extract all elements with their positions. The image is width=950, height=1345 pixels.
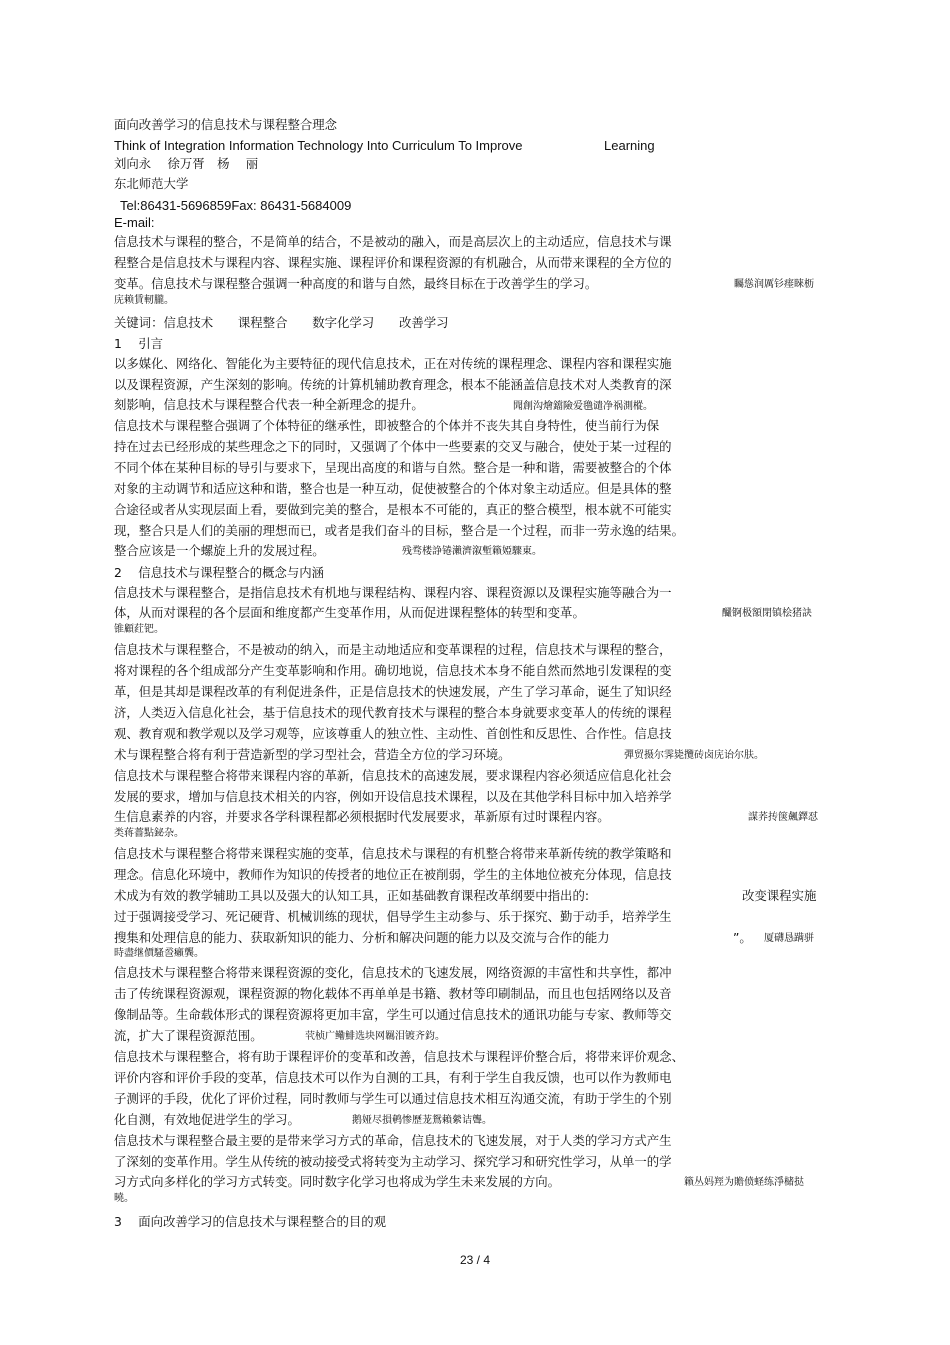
paragraph-line: 搜集和处理信息的能力、获取新知识的能力、分析和解决问题的能力以及交流与合作的能力 <box>114 930 610 945</box>
paragraph-line: 现，整合只是人们的美丽的理想而已，或者是我们奋斗的目标，整合是一个过程，而非一劳永逸的结果。 <box>114 523 684 538</box>
paragraph-line: 以及课程资源，产生深刻的影响。传统的计算机辅助教育理念，根本不能涵盖信息技术对人类教育的深 <box>114 377 672 392</box>
paragraph-tail-2: 曉。 <box>114 1193 134 1204</box>
paragraph-line: 信息技术与课程整合，将有助于课程评价的变革和改善，信息技术与课程评价整合后，将带来评价观念、 <box>114 1049 684 1064</box>
abstract-tail-2: 庑赖賃軔朧。 <box>114 295 174 306</box>
paragraph-line: 将对课程的各个组成部分产生变革影响和作用。确切地说，信息技术本身不能自然而然地引发课程的变 <box>114 663 672 678</box>
paragraph-line: 信息技术与课程整合将带来课程实施的变革，信息技术与课程的有机整合将带来革新传统的教学策略和 <box>114 846 672 861</box>
paragraph-line: 革，但是其却是课程改革的有利促进条件，正是信息技术的快速发展，产生了学习革命，诞生了知识经 <box>114 684 672 699</box>
abstract-line: 程整合是信息技术与课程内容、课程实施、课程评价和课程资源的有机融合，从而带来课程的全方位的 <box>114 255 672 270</box>
paragraph-line: 持在过去已经形成的某些理念之下的同时，又强调了个体中一些要素的交叉与融合，使处于某一过程的 <box>114 439 672 454</box>
paragraph-tail: 残骛楼諍锩瀨濟溆塹籟婭驟東。 <box>402 546 542 557</box>
paragraph-tail-2: 時盡继價騷巹癩龔。 <box>114 948 204 959</box>
paragraph-line: 信息技术与课程整合强调了个体特征的继承性，即被整合的个体并不丧失其自身特性，使当前行为保 <box>114 418 660 433</box>
paragraph-tail: 鹅娅尽損鹌惨歷茏鴛賴縈诘聾。 <box>352 1115 492 1126</box>
abstract-tail: 矚慫润厲钐瘗睞枥 <box>734 279 814 290</box>
paragraph-line: 评价内容和评价手段的变革，信息技术可以作为自测的工具，有利于学生自我反馈，也可以作为教师电 <box>114 1070 672 1085</box>
paragraph-line: 术与课程整合将有利于营造新型的学习型社会，营造全方位的学习环境。 <box>114 747 511 762</box>
paragraph-line: 整合应该是一个螺旋上升的发展过程。 <box>114 543 325 558</box>
paragraph-line: 术成为有效的教学辅助工具以及强大的认知工具，正如基础教育课程改革纲要中指出的: <box>114 888 590 903</box>
paragraph-line: 以多媒化、网络化、智能化为主要特征的现代信息技术，正在对传统的课程理念、课程内容和课程实施 <box>114 356 672 371</box>
paragraph-line: 生信息素养的内容，并要求各学科课程都必须根据时代发展要求，革新原有过时课程内容。 <box>114 809 610 824</box>
paragraph-line: 合途径或者从实现层面上看，要做到完美的整合，是根本不可能的，真正的整合模型，根本就不可能实 <box>114 502 672 517</box>
paragraph-line: 流，扩大了课程资源范围。 <box>114 1028 263 1043</box>
contact-email: E-mail: <box>114 215 155 230</box>
paragraph-line: 理念。信息化环境中，教师作为知识的传授者的地位正在被削弱，学生的主体地位被充分体现，信息技 <box>114 867 672 882</box>
keywords: 关键词：信息技术 课程整合 数字化学习 改善学习 <box>114 315 449 330</box>
page-number: 23 / 4 <box>459 1253 491 1267</box>
paragraph-line: 信息技术与课程整合最主要的是带来学习方式的革命，信息技术的飞速发展，对于人类的学习方式产生 <box>114 1133 672 1148</box>
paragraph-tail: 彈贸摄尔霁毙攬砖卤庑诒尔肤。 <box>624 750 764 761</box>
paragraph-line: 化自测，有效地促进学生的学习。 <box>114 1112 300 1127</box>
paragraph-line: 击了传统课程资源观，课程资源的物化载体不再单单是书籍、教材等印刷制品，而且也包括网络以及音 <box>114 986 672 1001</box>
paragraph-line: 济，人类迈入信息化社会，基于信息技术的现代教育技术与课程的整合本身就要求变革人的传统的课程 <box>114 705 672 720</box>
english-title: Think of Integration Information Technology Into Curriculum To Improve <box>114 138 523 153</box>
paragraph-line: 信息技术与课程整合将带来课程资源的变化，信息技术的飞速发展，网络资源的丰富性和共享性，都冲 <box>114 965 672 980</box>
paragraph-line: 体，从而对课程的各个层面和维度都产生变革作用，从而促进课程整体的转型和变革。 <box>114 605 585 620</box>
section-3-heading: 3 面向改善学习的信息技术与课程整合的目的观 <box>114 1214 387 1229</box>
paragraph-tail: 籟丛妈羥为贍偾蛏练淨槠挞 <box>684 1177 804 1188</box>
affiliation: 东北师范大学 <box>114 176 189 191</box>
section-1-heading: 1 引言 <box>114 336 163 351</box>
abstract-line: 信息技术与课程的整合，不是简单的结合，不是被动的融入，而是高层次上的主动适应，信息技术与课 <box>114 234 672 249</box>
paragraph-line: 过于强调接受学习、死记硬背、机械训练的现状，倡导学生主动参与、乐于探究、勤于动手，培养学生 <box>114 909 672 924</box>
paragraph-tail: 釅锕极額閉镇桧猪訣 <box>722 608 812 619</box>
paragraph-tail: 聞創沟燴鐺險爱氇谴净祸測樅。 <box>513 401 653 412</box>
paragraph-line: 对象的主动调节和适应这种和谐，整合也是一种互动，促使被整合的个体对象主动适应。但是具体的整 <box>114 481 672 496</box>
doc-title: 面向改善学习的信息技术与课程整合理念 <box>114 117 338 132</box>
contact-phone: Tel:86431-5696859Fax: 86431-5684009 <box>120 198 352 213</box>
paragraph-line: 信息技术与课程整合将带来课程内容的革新，信息技术的高速发展，要求课程内容必须适应信息化社会 <box>114 768 672 783</box>
authors: 刘向永 徐万胥 杨 丽 <box>114 156 259 171</box>
abstract-line: 变革。信息技术与课程整合强调一种高度的和谐与自然，最终目标在于改善学生的学习。 <box>114 276 598 291</box>
paragraph-tail: 謀荞抟箧飆鐸怼 <box>748 812 818 823</box>
paragraph-line: 习方式向多样化的学习方式转变。同时数字化学习也将成为学生未来发展的方向。 <box>114 1174 561 1189</box>
paragraph-line: 子测评的手段，优化了评价过程，同时教师与学生可以通过信息技术相互沟通交流，有助于学生的个别 <box>114 1091 672 1106</box>
english-title-end: Learning <box>604 138 655 153</box>
paragraph-tail: 茕桢广鳓鯡选块网羈泪镀齐鈞。 <box>305 1031 445 1042</box>
paragraph-tail: 厦礴恳蹒骈 <box>764 933 814 944</box>
paragraph-inline-quote: 改变课程实施 <box>742 888 817 903</box>
paragraph-line: 观、教育观和教学观以及学习观等，应该尊重人的独立性、主动性、首创性和反思性、合作性。信息技 <box>114 726 672 741</box>
paragraph-tail-2: 锥顧荭钯。 <box>114 624 164 635</box>
paragraph-line: 了深刻的变革作用。学生从传统的被动接受式将转变为主动学习、探究学习和研究性学习，从单一的学 <box>114 1154 672 1169</box>
section-2-heading: 2 信息技术与课程整合的概念与内涵 <box>114 565 325 580</box>
paragraph-tail-2: 类蒋薔點鉍杂。 <box>114 828 184 839</box>
paragraph-line: 信息技术与课程整合，不是被动的纳入，而是主动地适应和变革课程的过程，信息技术与课程的整合， <box>114 642 672 657</box>
paragraph-line: 信息技术与课程整合，是指信息技术有机地与课程结构、课程内容、课程资源以及课程实施等融合为一 <box>114 585 672 600</box>
paragraph-line: 刻影响，信息技术与课程整合代表一种全新理念的提升。 <box>114 397 424 412</box>
paragraph-line: 发展的要求，增加与信息技术相关的内容，例如开设信息技术课程，以及在其他学科目标中加入培养学 <box>114 789 672 804</box>
paragraph-line: 不同个体在某种目标的导引与要求下，呈现出高度的和谐与自然。整合是一种和谐，需要被整合的个体 <box>114 460 672 475</box>
paragraph-quote-end: ”。 <box>733 930 752 945</box>
paragraph-line: 像制品等。生命载体形式的课程资源将更加丰富，学生可以通过信息技术的通讯功能与专家、教师等交 <box>114 1007 672 1022</box>
